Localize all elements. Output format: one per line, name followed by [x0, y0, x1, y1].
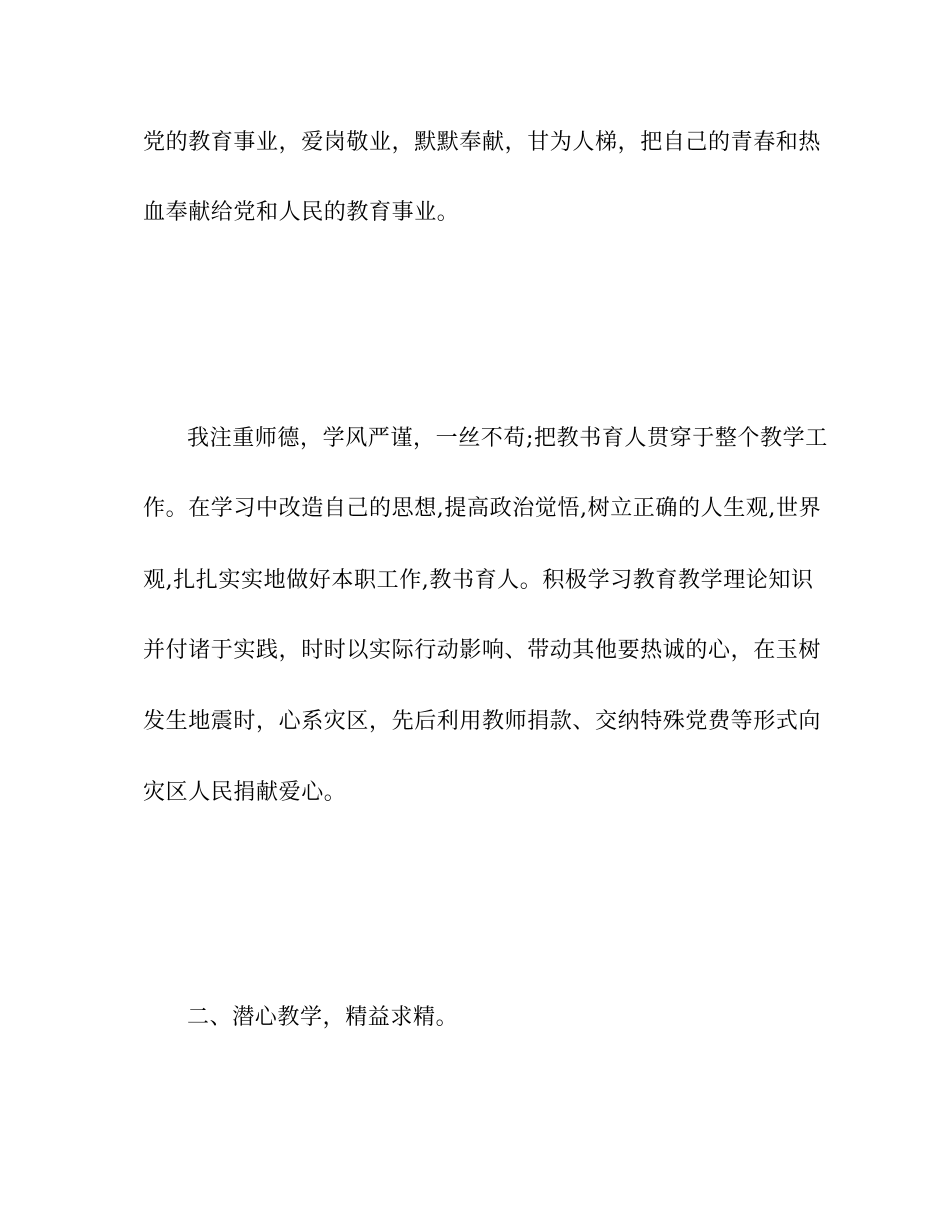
paragraph-line: 观,扎扎实实地做好本职工作,教书育人。积极学习教育教学理论知识: [143, 568, 814, 593]
paragraph-line: 作。在学习中改造自己的思想,提高政治觉悟,树立正确的人生观,世界: [143, 496, 822, 521]
paragraph-line: 发生地震时，心系灾区，先后利用教师捐款、交纳特殊党费等形式向: [143, 709, 822, 734]
paragraph-line: 血奉献给党和人民的教育事业。: [143, 200, 460, 225]
paragraph-line: 我注重师德，学风严谨，一丝不苟;把教书育人贯穿于整个教学工: [187, 426, 828, 451]
paragraph-line: 灾区人民捐献爱心。: [143, 780, 347, 805]
paragraph-line: 党的教育事业，爱岗敬业，默默奉献，甘为人梯，把自己的青春和热: [143, 130, 822, 155]
section-heading: 二、潜心教学，精益求精。: [187, 1005, 459, 1030]
paragraph-line: 并付诸于实践，时时以实际行动影响、带动其他要热诚的心，在玉树: [143, 638, 822, 663]
